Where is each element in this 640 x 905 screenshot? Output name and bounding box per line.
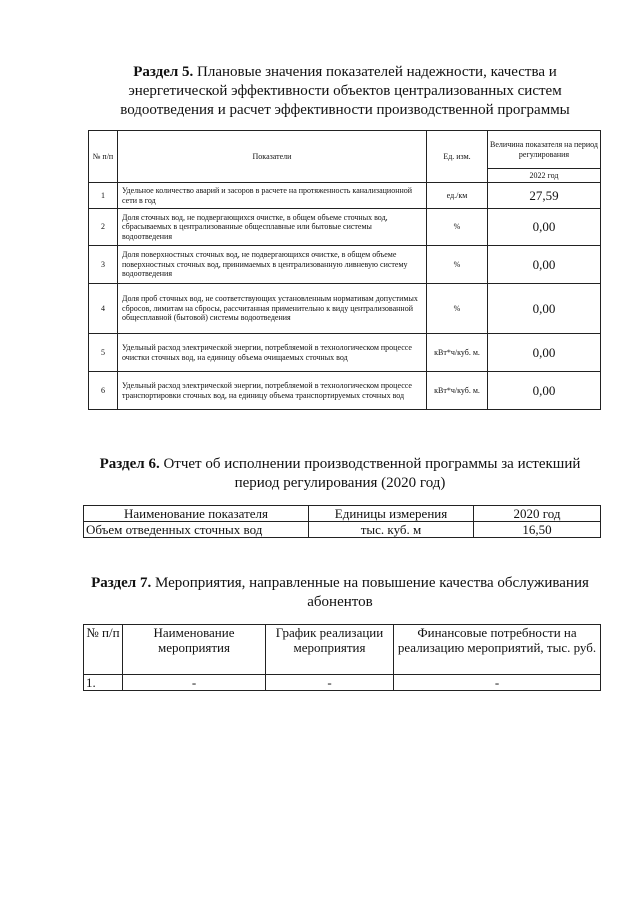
row-unit: % [427,246,488,284]
row-name: Объем отведенных сточных вод [84,522,309,538]
section7-label: Раздел 7. [91,575,152,591]
section5-label: Раздел 5. [133,64,194,80]
table-row [89,372,601,410]
header-name: Наименование мероприятия [123,625,266,675]
row-value: 0,00 [488,284,601,334]
header-year: 2020 год [474,506,601,522]
row-num: 6 [89,372,118,410]
header-unit: Ед. изм. [427,131,488,183]
row-num: 1 [89,183,118,209]
row-value: 0,00 [488,334,601,372]
section6-label: Раздел 6. [99,456,160,472]
row-finance: - [394,675,601,691]
row-value: 0,00 [488,372,601,410]
row-value: 0,00 [488,246,601,284]
table-header-row [84,506,601,522]
table-row [89,334,601,372]
header-name: Показатели [118,131,427,183]
row-name: Удельный расход электрической энергии, потребляемой в технологическом процессе очистки сточных вод, на единицу объема очищаемых сточных вод [118,334,427,372]
row-name: Удельное количество аварий и засоров в расчете на протяженность канализационной сети в год [118,183,427,209]
section6-heading: Отчет об исполнении производственной программы за истекший период регулирования (2020 год) [163,456,581,491]
header-schedule: График реализации мероприятия [266,625,394,675]
header-unit: Единицы измерения [309,506,474,522]
header-name: Наименование показателя [84,506,309,522]
section5-heading: Плановые значения показателей надежности, качества и энергетической эффективности объектов централизованных систем водоотведения и расчет эффективности производственной программы [120,64,570,118]
section5-title [100,63,590,120]
row-unit: кВт*ч/куб. м. [427,372,488,410]
row-name: Доля сточных вод, не подвергающихся очистке, в общем объеме сточных вод, сбрасываемых в централизованные общесплавные или бытовые системы водоотведения [118,209,427,246]
indicators-table [88,130,601,410]
row-num: 2 [89,209,118,246]
row-value: 0,00 [488,209,601,246]
activities-table [83,624,601,691]
row-num: 4 [89,284,118,334]
table-row [89,284,601,334]
row-unit: тыс. куб. м [309,522,474,538]
header-value: Величина показателя на период регулирования [488,131,601,169]
header-finance: Финансовые потребности на реализацию мероприятий, тыс. руб. [394,625,601,675]
row-unit: кВт*ч/куб. м. [427,334,488,372]
row-value: 27,59 [488,183,601,209]
table-row [89,209,601,246]
table-row [89,183,601,209]
row-name: Удельный расход электрической энергии, потребляемой в технологическом процессе транспортировки сточных вод, на единицу объема транспортируемых сточных вод [118,372,427,410]
table-header-row [84,625,601,675]
table-row [84,675,601,691]
table-row [89,246,601,284]
row-unit: ед./км [427,183,488,209]
header-year: 2022 год [488,169,601,183]
row-name: Доля поверхностных сточных вод, не подвергающихся очистке, в общем объеме поверхностных сточных вод, принимаемых в централизованную ливневую систему водоотведения [118,246,427,284]
row-name: - [123,675,266,691]
section7-title [80,574,600,612]
row-num: 3 [89,246,118,284]
table-row [84,522,601,538]
header-num: № п/п [84,625,123,675]
section6-title [80,455,600,493]
row-schedule: - [266,675,394,691]
row-num: 1. [84,675,123,691]
report-table [83,505,601,538]
row-num: 5 [89,334,118,372]
row-unit: % [427,209,488,246]
row-name: Доля проб сточных вод, не соответствующих установленным нормативам допустимых сбросов, лимитам на сбросы, рассчитанная применительно к виду централизованной общесплавной (бытовой) системы водоотведения [118,284,427,334]
section7-heading: Мероприятия, направленные на повышение качества обслуживания абонентов [154,575,589,610]
row-unit: % [427,284,488,334]
header-num: № п/п [89,131,118,183]
row-value: 16,50 [474,522,601,538]
